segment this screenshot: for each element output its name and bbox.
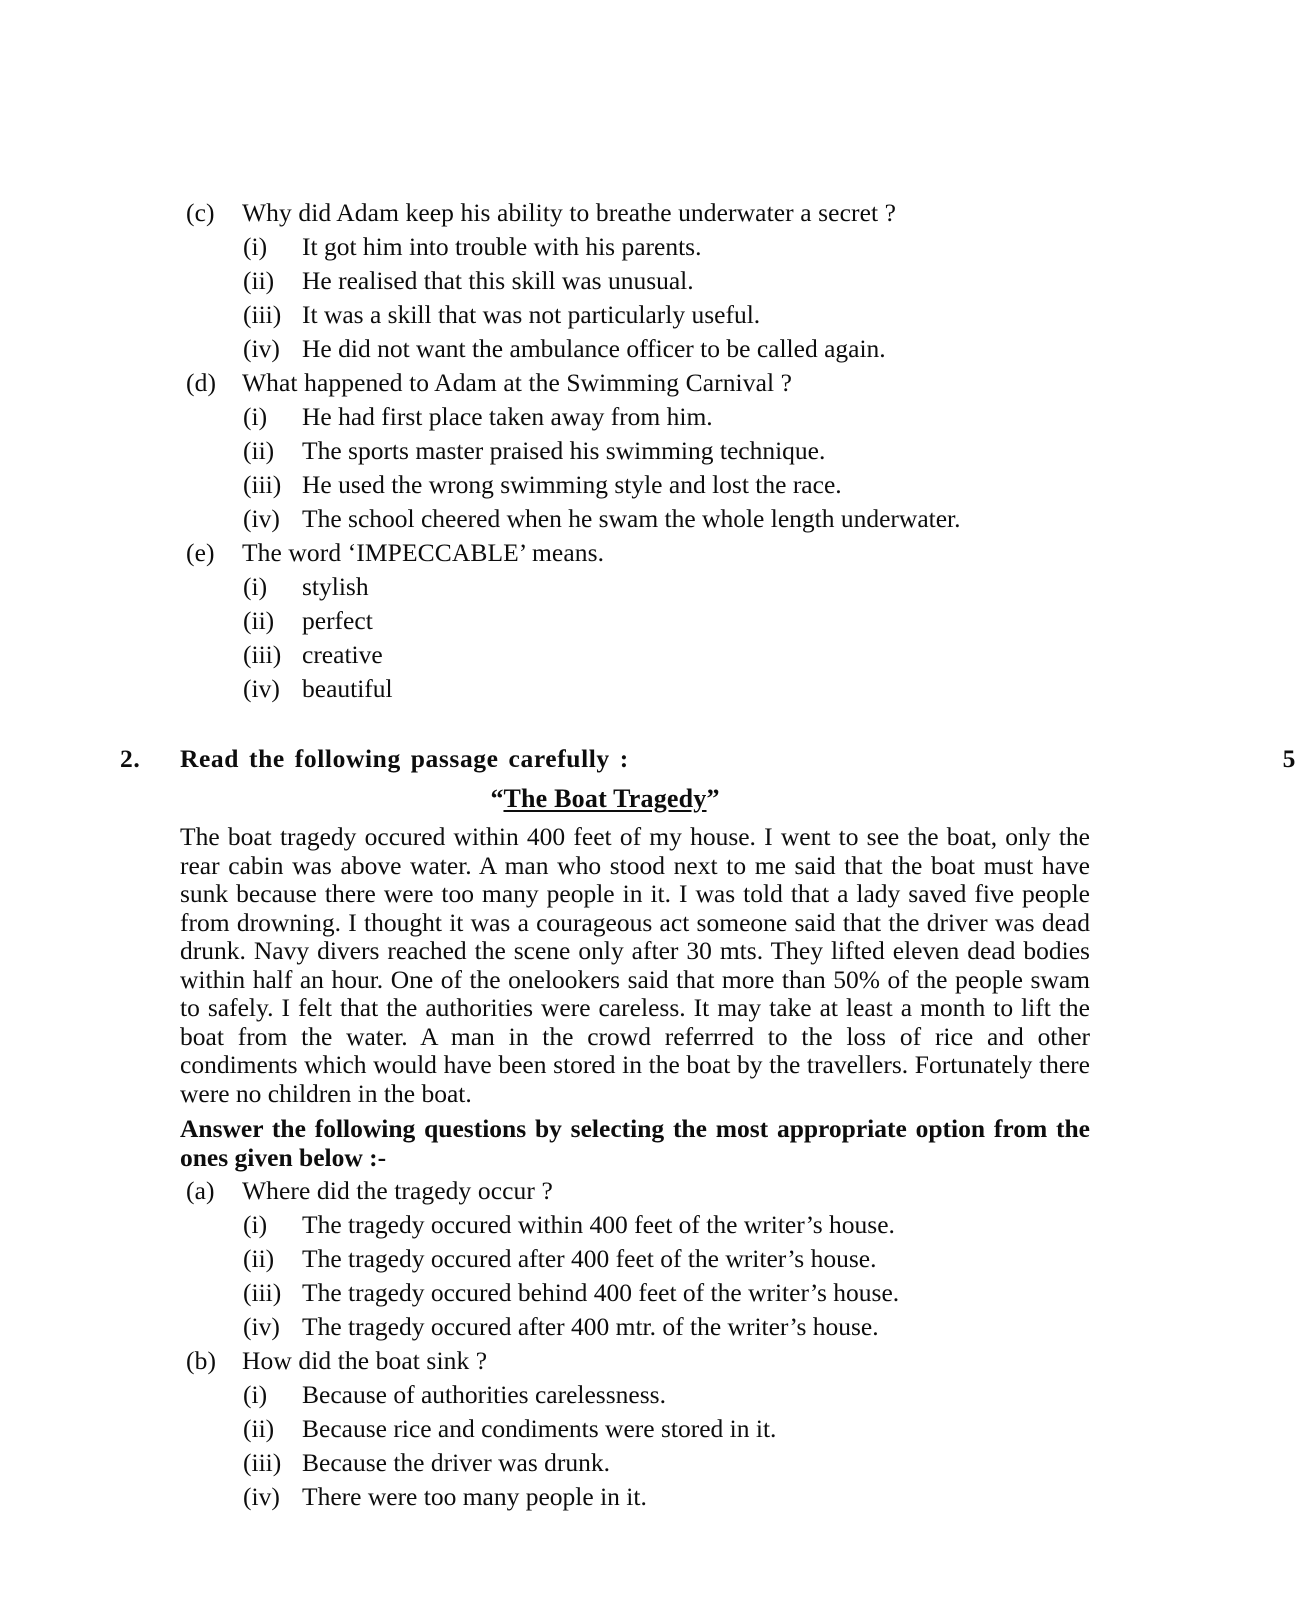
passage-title-text: The Boat Tragedy [503,784,707,813]
question-heading-text: Read the following passage carefully : [180,744,629,773]
option-number: (ii) [243,436,275,465]
question-label: (a) [186,1176,215,1205]
question-group-e [0,536,1296,706]
question-text: What happened to Adam at the Swimming Carnival ? [242,368,793,397]
question-row [186,1174,1296,1208]
question-row [186,196,1296,230]
option-number: (iv) [243,674,280,703]
question-text: The word ‘IMPECCABLE’ means. [242,538,605,567]
option-number: (iii) [243,640,282,669]
question-label: (d) [186,368,217,397]
opening-quote: “ [490,784,504,813]
closing-quote: ” [706,784,720,813]
passage-paragraph: The boat tragedy occured within 400 feet of my house. I went to see the boat, only the rear cabin was above water. A man who stood next to me said that the boat must have sunk because there were too many people in it. I was told that a lady saved five people from drowning. I thought it was a courageous act someone said that the driver was dead drunk. Navy divers reached the scene only after 30 mts. They lifted eleven dead bodies within half an hour. One of the onelookers said that more than 50% of the people swam to safely. I felt that the authorities were careless. It may take at least a month to lift the boat from the water. A man in the crowd referrred to the loss of rice and other condiments which would have been stored in the boat by the travellers. Fortunately there were no children in the boat. [180,822,1090,1108]
option-row [243,502,1296,536]
option-number: (ii) [243,606,275,635]
option-text: perfect [302,606,373,635]
option-row [243,672,1296,706]
passage-body [180,823,1090,1108]
option-row [243,1242,1296,1276]
option-row [243,264,1296,298]
option-number: (iv) [243,334,280,363]
option-text: The school cheered when he swam the whole length underwater. [302,504,961,533]
question-row [186,536,1296,570]
option-text: The sports master praised his swimming technique. [302,436,826,465]
answer-instruction: Answer the following questions by selecting the most appropriate option from the ones given below :- [180,1114,1090,1172]
option-number: (i) [243,1210,268,1239]
option-row [243,1310,1296,1344]
option-number: (ii) [243,1244,275,1273]
option-number: (iv) [243,504,280,533]
question-label: (e) [186,538,215,567]
option-text: Because the driver was drunk. [302,1448,611,1477]
marks-allocation: 5 [1282,744,1296,773]
option-row [243,570,1296,604]
option-text: The tragedy occured after 400 mtr. of the writer’s house. [302,1312,879,1341]
question-group-c [0,196,1296,366]
question-group-a [0,1174,1296,1344]
option-text: The tragedy occured behind 400 feet of the writer’s house. [302,1278,900,1307]
option-text: He used the wrong swimming style and lost the race. [302,470,842,499]
option-text: creative [302,640,383,669]
option-text: He realised that this skill was unusual. [302,266,694,295]
option-text: The tragedy occured after 400 feet of the writer’s house. [302,1244,877,1273]
question-text: Where did the tragedy occur ? [242,1176,553,1205]
option-text: It got him into trouble with his parents. [302,232,702,261]
question-number: 2. [120,744,141,773]
option-number: (iv) [243,1482,280,1511]
option-row [243,1480,1296,1514]
option-row [243,434,1296,468]
option-row [243,1208,1296,1242]
option-number: (iii) [243,470,282,499]
option-number: (iii) [243,300,282,329]
option-text: The tragedy occured within 400 feet of the writer’s house. [302,1210,895,1239]
option-text: He had first place taken away from him. [302,402,713,431]
option-number: (iii) [243,1448,282,1477]
option-number: (ii) [243,1414,275,1443]
option-row [243,604,1296,638]
option-text: Because of authorities carelessness. [302,1380,666,1409]
option-row [243,230,1296,264]
question-group-b [0,1344,1296,1514]
question-group-d [0,366,1296,536]
option-number: (iii) [243,1278,282,1307]
option-text: Because rice and condiments were stored in it. [302,1414,777,1443]
option-number: (ii) [243,266,275,295]
question-text: How did the boat sink ? [242,1346,488,1375]
option-row [243,1446,1296,1480]
option-row [243,400,1296,434]
option-text: There were too many people in it. [302,1482,647,1511]
option-row [243,1378,1296,1412]
option-row [243,332,1296,366]
option-row [243,298,1296,332]
question-row [186,366,1296,400]
question-row [186,1344,1296,1378]
question-text: Why did Adam keep his ability to breathe underwater a secret ? [242,198,897,227]
option-text: beautiful [302,674,393,703]
question-label: (b) [186,1346,217,1375]
option-number: (i) [243,572,268,601]
option-row [243,1412,1296,1446]
option-number: (i) [243,1380,268,1409]
option-number: (i) [243,402,268,431]
option-row [243,1276,1296,1310]
question-label: (c) [186,198,215,227]
question-2-heading-row [120,742,1296,776]
option-text: He did not want the ambulance officer to be called again. [302,334,886,363]
passage-title [120,782,1090,816]
option-text: stylish [302,572,369,601]
option-row [243,468,1296,502]
option-text: It was a skill that was not particularly useful. [302,300,761,329]
option-row [243,638,1296,672]
option-number: (iv) [243,1312,280,1341]
option-number: (i) [243,232,268,261]
